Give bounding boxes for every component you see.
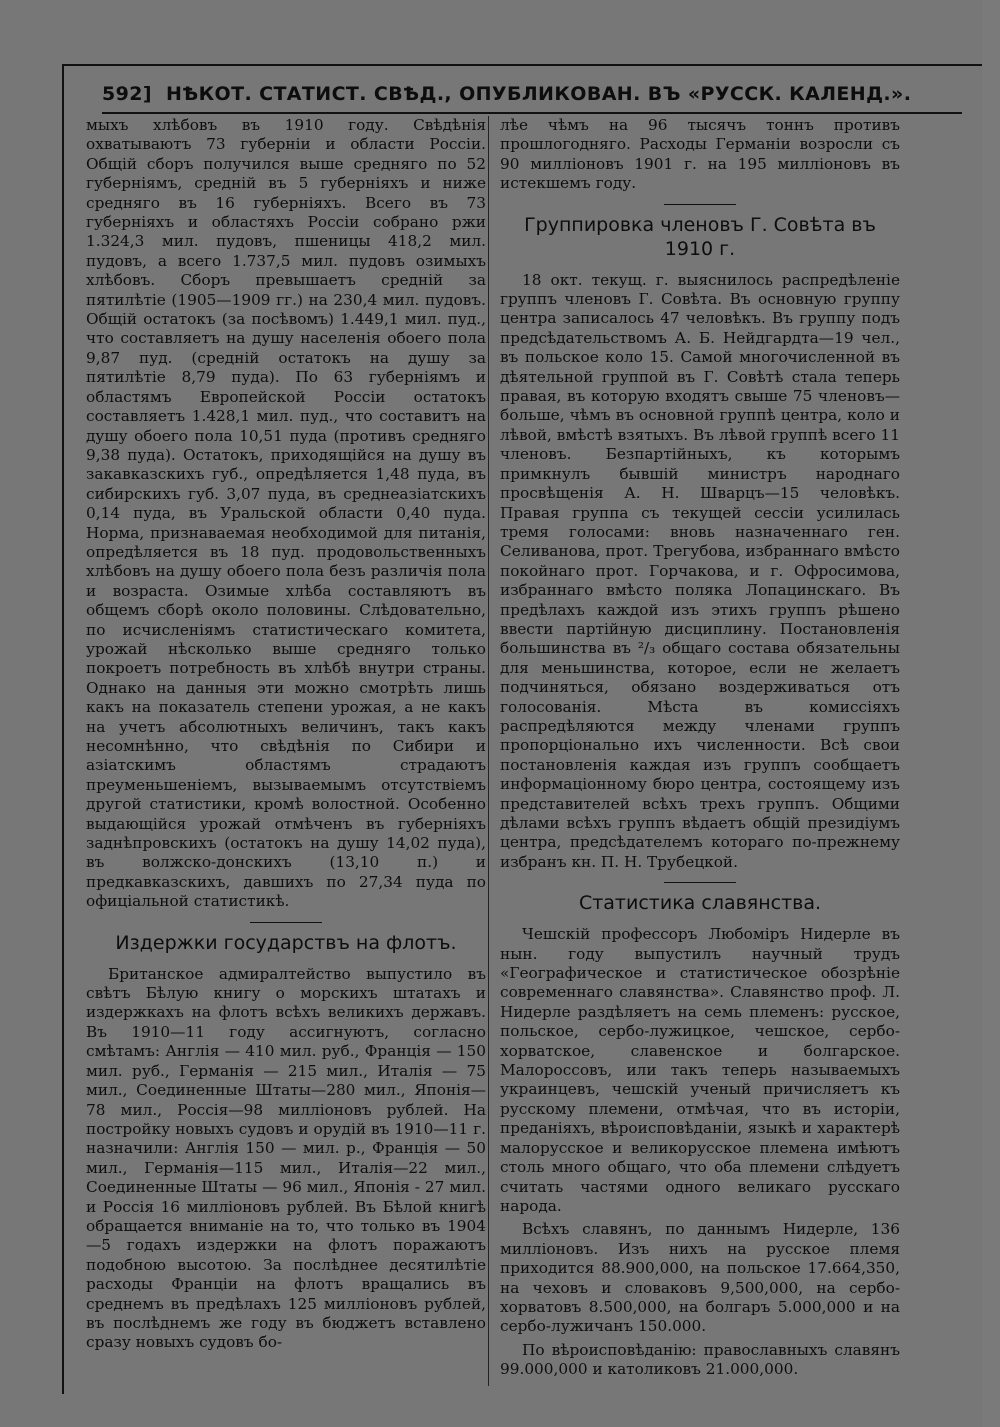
running-title: НѢКОТ. СТАТИСТ. СВѢД., ОПУБЛИКОВАН. ВЪ «РУССК. КАЛЕНД.». [165, 83, 912, 105]
page-frame-left [62, 64, 64, 1394]
slav-article-paragraph: По вѣроисповѣданію: православныхъ славянъ 99.000,000 и католиковъ 21.000,000. [500, 1340, 900, 1379]
page-number: 592] [102, 83, 152, 105]
newspaper-page [62, 64, 982, 1394]
slav-article-title: Статистика славянства. [578, 892, 822, 915]
fleet-article-title: Издержки государствъ на флотъ. [115, 931, 457, 954]
section-rule [664, 882, 736, 883]
section-rule [250, 922, 322, 923]
fleet-article-continuation: лѣе чѣмъ на 96 тысячъ тоннъ противъ прошлогодняго. Расходы Германіи возросли съ 90 милліоновъ 1901 г. на 195 милліоновъ въ истекшемъ году. [500, 116, 900, 193]
scan-edge [982, 0, 1000, 1427]
page-frame-top [62, 64, 982, 66]
slav-article-paragraph: Всѣхъ славянъ, по даннымъ Нидерле, 136 милліоновъ. Изъ нихъ на русское племя приходится 88.900,000, на польское 17.664,350, на чеховъ и словаковъ 9,500,000, на сербо-хорватовъ 8.500,000, на болгаръ 5.000,000 и на сербо-лужичанъ 150.000. [500, 1220, 900, 1336]
column-divider [488, 116, 489, 1386]
harvest-article-text: мыхъ хлѣбовъ въ 1910 году. Свѣдѣнія охватываютъ 73 губерніи и области Россіи. Общій сборъ получился выше средняго по 52 губерніямъ, средній въ 5 губерніяхъ и ниже средняго въ 16 губерніяхъ. Всего въ 73 губерніяхъ и областяхъ Россіи собрано ржи 1.324,3 мил. пудовъ, пшеницы 418,2 мил. пудовъ, а всего 1.737,5 мил. пудовъ озимыхъ хлѣбовъ. Сборъ превышаетъ средній за пятилѣтіе (1905—1909 гг.) на 230,4 мил. пудовъ. Общій остатокъ (за посѣвомъ) 1.449,1 мил. пуд., что составляетъ на душу населенія обоего пола 9,87 пуд. (средній остатокъ на душу за пятилѣтіе 8,79 пуда). По 63 губерніямъ и областямъ Европейской Россіи остатокъ составляетъ 1.428,1 мил. пуд., что составитъ на душу обоего пола 10,51 пуда (противъ средняго 9,38 пуда). Остатокъ, приходящійся на душу въ закавказскихъ губ., опредѣляется 1,48 пуда, въ сибирскихъ губ. 3,07 пуда, въ среднеазіатскихъ 0,14 пуда, въ Уральской области 0,40 пуда. Норма, признаваемая необходимой для питанія, опредѣляется въ 18 пуд. продовольственныхъ хлѣбовъ на душу обоего пола безъ различія пола и возраста. Озимые хлѣба составляютъ въ общемъ сборѣ около половины. Слѣдовательно, по исчисленіямъ статистическаго комитета, урожай нѣсколько выше средняго только покроетъ потребность въ хлѣбѣ внутри страны. Однако на данныя эти можно смотрѣть лишь какъ на показатель степени урожая, а не какъ на учетъ абсолютныхъ величинъ, такъ какъ несомнѣнно, что свѣдѣнія по Сибири и азіатскимъ областямъ страдаютъ преуменьшеніемъ, вызываемымъ отсутствіемъ другой статистики, кромѣ волостной. Особенно выдающійся урожай отмѣченъ въ губерніяхъ заднѣпровскихъ (остатокъ на душу 14,02 пуда), въ волжско-донскихъ (13,10 п.) и предкавказскихъ, давшихъ по 27,34 пуда по офиціальной статистикѣ. [86, 116, 486, 911]
running-header [102, 76, 962, 114]
left-column [86, 116, 486, 1357]
council-article-text: 18 окт. текущ. г. выяснилось распредѣленіе группъ членовъ Г. Совѣта. Въ основную группу центра записалось 47 человѣкъ. Въ группу подъ предсѣдательствомъ А. Б. Нейдгардта—19 чел., въ польское коло 15. Самой многочисленной въ дѣятельной группой въ Г. Совѣтѣ стала теперь правая, въ которую входятъ свыше 75 членовъ—больше, чѣмъ въ основной группѣ центра, коло и лѣвой, вмѣстѣ взятыхъ. Въ лѣвой группѣ всего 11 членовъ. Безпартійныхъ, къ которымъ примкнулъ бывшій министръ народнаго просвѣщенія А. Н. Шварцъ—15 человѣкъ. Правая группа съ текущей сессіи усилилась тремя голосами: вновь назначеннаго ген. Селиванова, прот. Трегубова, избраннаго вмѣсто покойнаго прот. Горчакова, и г. Офросимова, избраннаго вмѣсто поляка Лопацинскаго. Въ предѣлахъ каждой изъ этихъ группъ рѣшено ввести партійную дисциплину. Постановленія большинства въ ²/₃ общаго состава обязательны для меньшинства, которое, если не желаетъ подчиняться, обязано воздерживаться отъ голосованія. Мѣста въ комиссіяхъ распредѣляются между членами группъ пропорціонально ихъ численности. Всѣ свои постановленія каждая изъ группъ сообщаетъ информаціонному бюро центра, состоящему изъ представителей всѣхъ трехъ группъ. Общими дѣлами всѣхъ группъ вѣдаетъ общій президіумъ центра, предсѣдателемъ котораго по-прежнему избранъ кн. П. Н. Трубецкой. [500, 270, 900, 871]
slav-article-paragraph: Чешскій профессоръ Любоміръ Нидерле въ нын. году выпустилъ научный трудъ «Географическое и статистическое обозрѣніе современнаго славянства». Славянство проф. Л. Нидерле раздѣляетъ на семь племенъ: русское, польское, сербо-лужицкое, чешское, сербо-хорватское, славенское и болгарское. Малороссовъ, или такъ теперь называемыхъ украинцевъ, чешскій ученый причисляетъ къ русскому племени, отмѣчая, что въ исторіи, преданіяхъ, вѣроисповѣданіи, языкѣ и характерѣ малорусское и великорусское племена имѣютъ столь много общаго, что оба племени слѣдуетъ считать частями одного великаго русскаго народа. [500, 925, 900, 1215]
council-article-title: Группировка членовъ Г. Совѣта въ 1910 г. [524, 213, 876, 260]
fleet-article-text: Британское адмиралтейство выпустило въ свѣтъ Бѣлую книгу о морскихъ штатахъ и издержкахъ на флотъ всѣхъ великихъ державъ. Въ 1910—11 году ассигнуютъ, согласно смѣтамъ: Англія — 410 мил. руб., Франція — 150 мил. руб., Германія — 215 мил., Италія — 75 мил., Соединенные Штаты—280 мил., Японія—78 мил., Россія—98 милліоновъ рублей. На постройку новыхъ судовъ и орудій въ 1910—11 г. назначили: Англія 150 — мил. р., Франція — 50 мил., Германія—115 мил., Италія—22 мил., Соединенные Штаты — 96 мил., Японія - 27 мил. и Россія 16 милліоновъ рублей. Въ Бѣлой книгѣ обращается вниманіе на то, что только въ 1904—5 годахъ издержки на флотъ поражаютъ подобною высотою. За послѣднее десятилѣтіе расходы Франціи на флотъ вращались въ среднемъ въ предѣлахъ 125 милліоновъ рублей, въ послѣднемъ же году въ бюджетъ вставлено сразу новыхъ судовъ бо- [86, 964, 486, 1352]
right-column [500, 116, 900, 1384]
section-rule [664, 204, 736, 205]
